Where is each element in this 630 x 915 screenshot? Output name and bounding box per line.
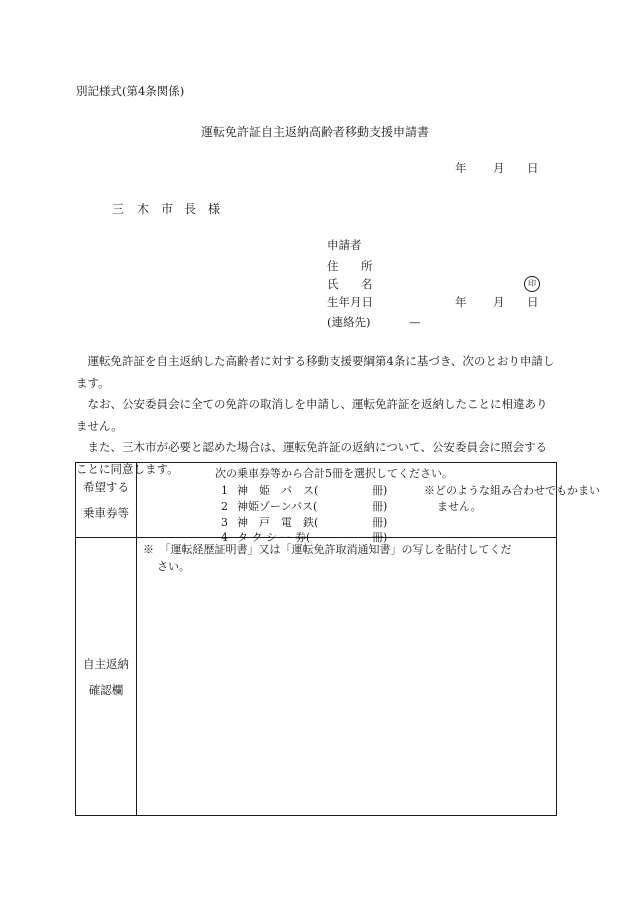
form-label: 別記様式(第4条関係) [76, 84, 185, 98]
seal-mark: 印 [524, 276, 540, 292]
ticket-unit: 冊) [372, 531, 388, 544]
date-year-label: 年 [455, 161, 467, 175]
birth-year-label: 年 [455, 295, 467, 309]
attach-instruction-continued: さい。 [157, 560, 190, 573]
ticket-unit: 冊) [372, 484, 388, 497]
ticket-name: タ ク シ ー 券( [237, 531, 311, 544]
ticket-header-line: 乗車券等 [83, 506, 129, 520]
ticket-unit: 冊) [372, 500, 388, 513]
paragraph-consent: また、三木市が必要と認めた場合は、運転免許証の返納について、公安委員会に照会することに同意します。 [76, 440, 548, 476]
ticket-number: 3 [221, 516, 228, 529]
birthdate-label: 生年月日 [327, 295, 373, 309]
name-label-char: 氏 [327, 277, 339, 291]
ticket-header-cell [76, 463, 137, 538]
addressee-char: 木 [137, 202, 150, 216]
confirmation-attach-cell[interactable] [137, 538, 557, 816]
address-label-char: 住 [327, 259, 339, 273]
birth-day-label: 日 [527, 295, 539, 309]
combination-note: ※どのような組み合わせでもかまい [424, 484, 600, 497]
paragraph-confirmation: なお、公安委員会に全ての免許の取消しを申請し、運転免許証を返納したことに相違ありません。 [76, 397, 548, 433]
ticket-name: 神 戸 電 鉄( [237, 516, 319, 529]
paragraph-application: 運転免許証を自主返納した高齢者に対する移動支援要綱第4条に基づき、次のとおり申請します。 [76, 354, 555, 390]
ticket-name: 神姫ゾーンバス( [237, 500, 318, 513]
address-label-char: 所 [361, 259, 373, 273]
confirmation-row [76, 538, 557, 816]
combination-note-continued: ません。 [437, 500, 482, 513]
confirmation-header-line: 自主返納 [83, 656, 129, 671]
ticket-number: 1 [221, 484, 228, 497]
document-title: 運転免許証自主返納高齢者移動支援申請書 [200, 125, 429, 139]
confirmation-header-cell [76, 538, 137, 816]
ticket-number: 4 [221, 531, 228, 544]
date-day-label: 日 [527, 161, 539, 175]
ticket-selection-cell[interactable] [137, 463, 600, 544]
attach-instruction: ※ 「運転経歴証明書」又は「運転免許取消通知書」の写しを貼付してくだ [143, 543, 512, 556]
ticket-row [76, 463, 557, 538]
addressee-char: 三 [112, 202, 125, 216]
name-label-char: 名 [361, 277, 373, 291]
ticket-number: 2 [221, 500, 228, 513]
confirmation-header-line: 確認欄 [88, 682, 124, 697]
contact-dash: — [409, 315, 421, 329]
ticket-intro: 次の乗車券等から合計5冊を選択してください。 [215, 467, 453, 480]
addressee-char: 長 [184, 202, 197, 216]
addressee-char: 様 [208, 202, 221, 216]
ticket-name: 神 姫 バ ス( [237, 484, 319, 497]
addressee-char: 市 [161, 202, 174, 216]
applicant-heading: 申請者 [327, 238, 362, 252]
ticket-unit: 冊) [372, 516, 388, 529]
ticket-header-line: 希望する [83, 480, 129, 494]
application-table [75, 462, 600, 816]
contact-label: (連絡先) [327, 315, 371, 329]
birth-month-label: 月 [493, 295, 505, 309]
date-month-label: 月 [493, 161, 505, 175]
